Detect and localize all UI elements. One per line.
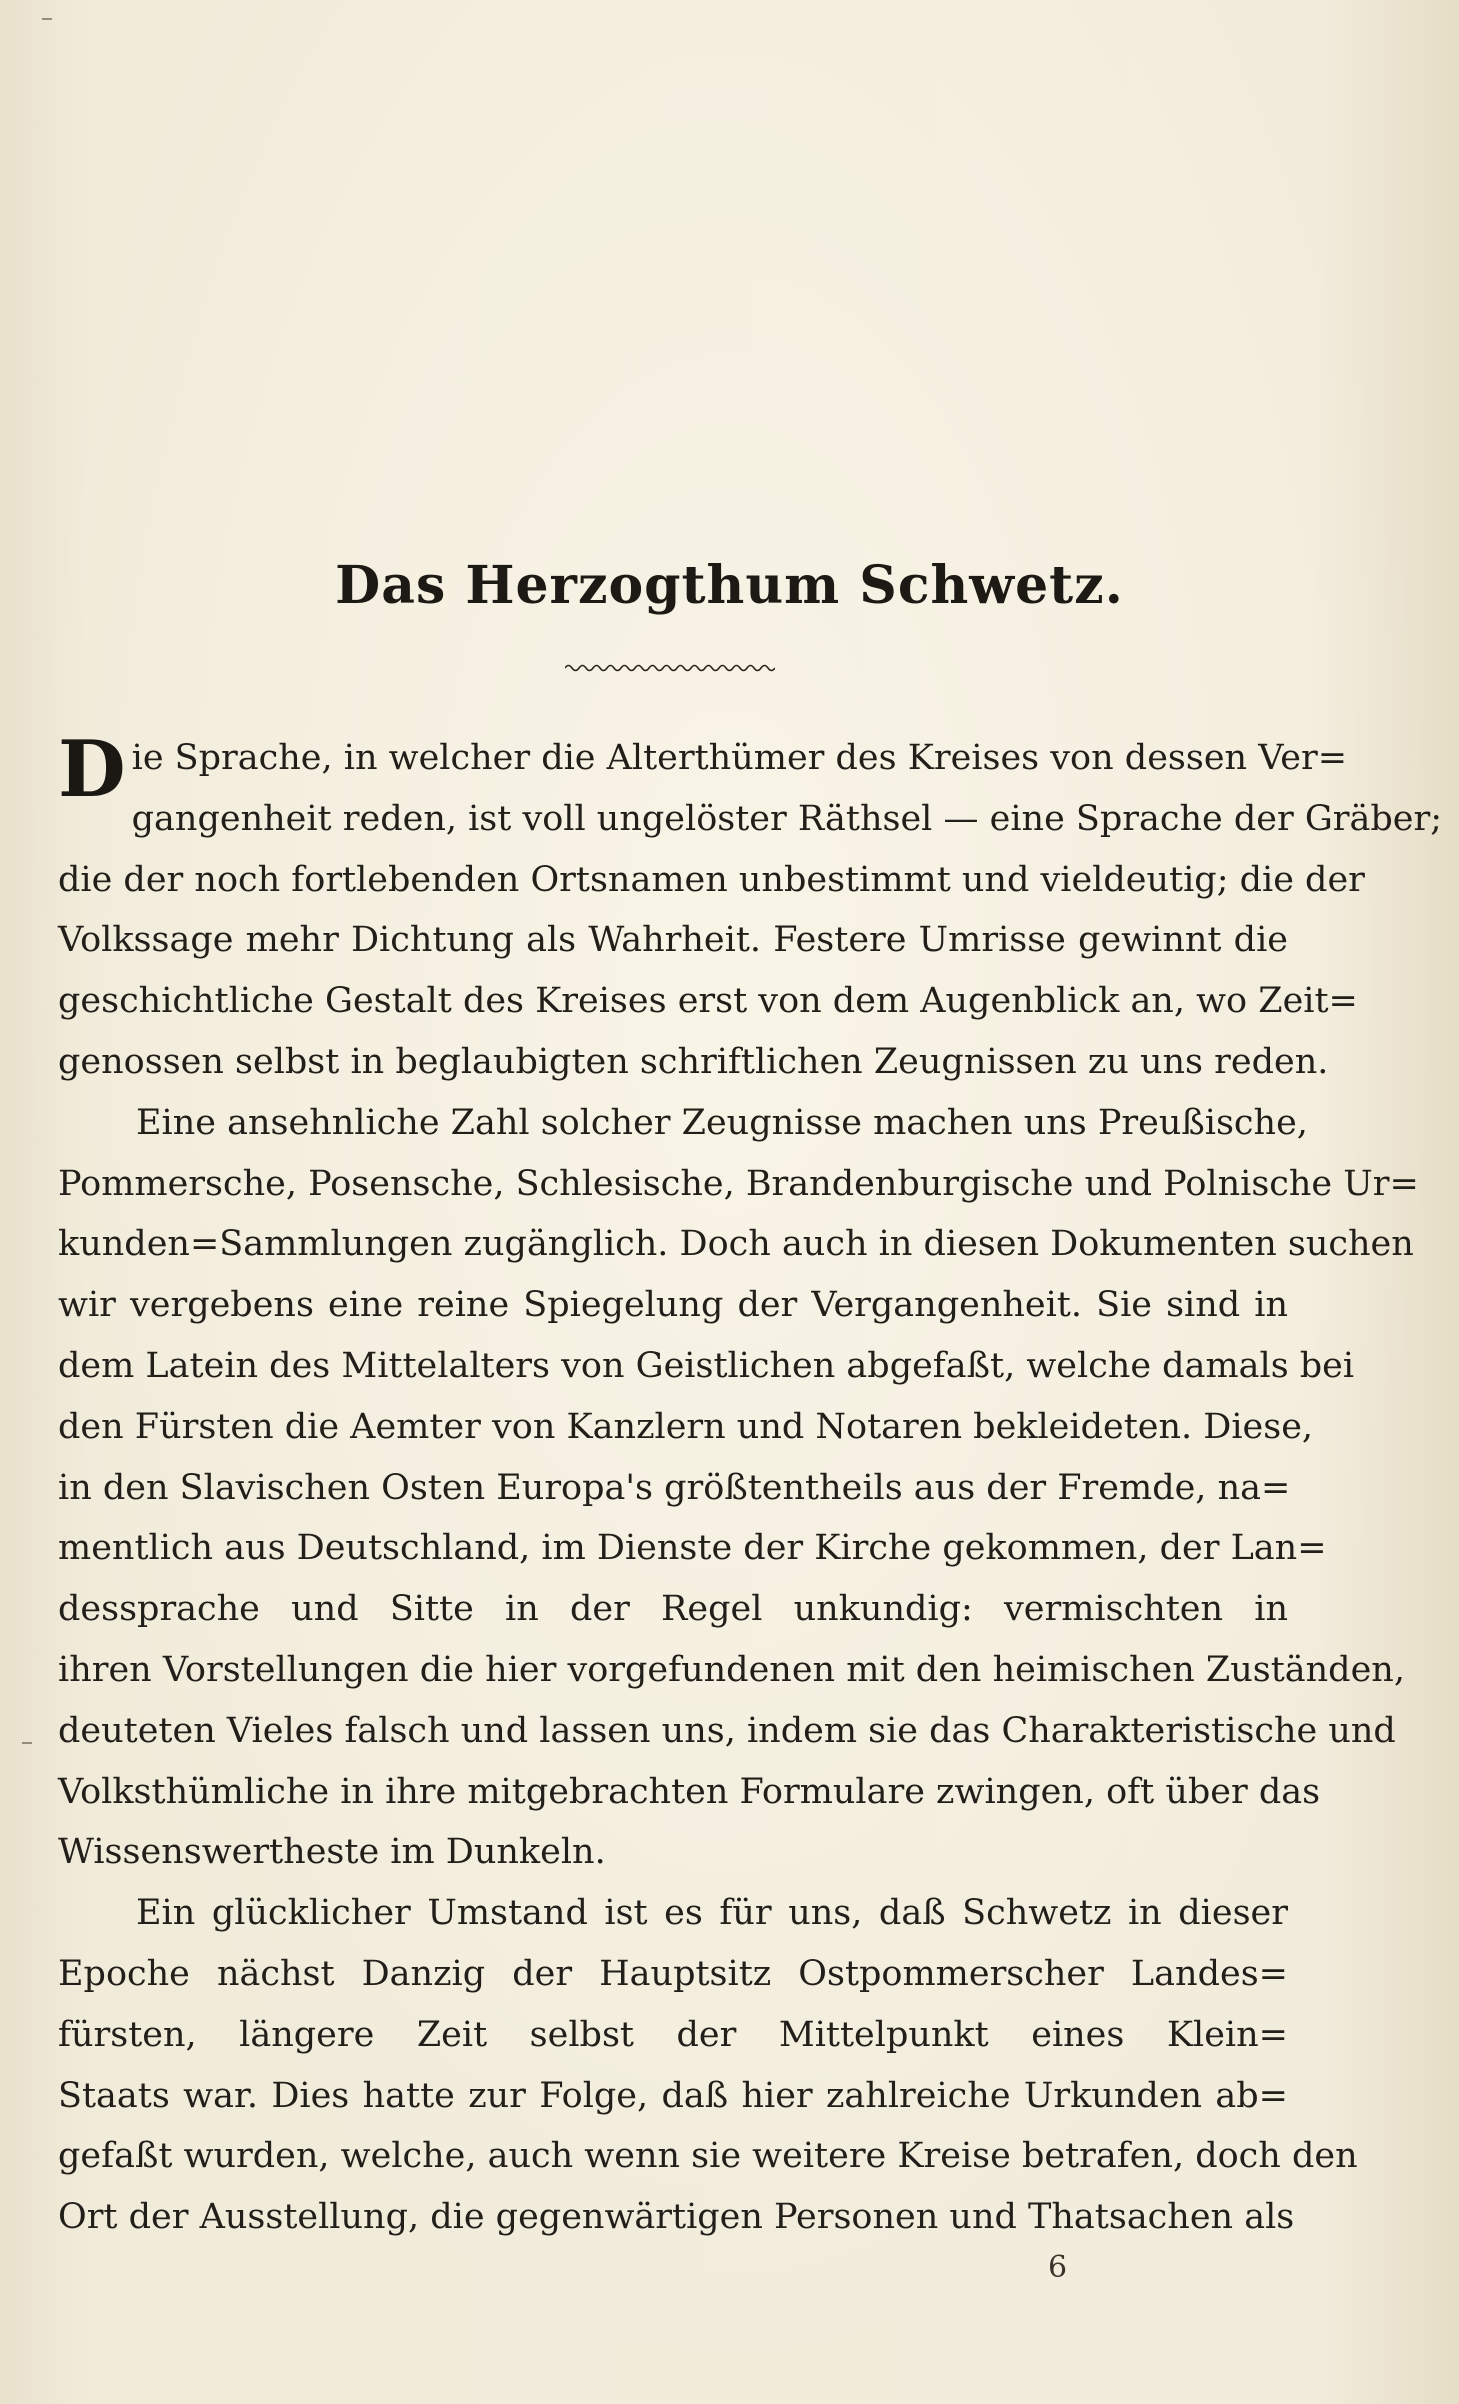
- text-line: Epoche nächst Danzig der Hauptsitz Ostpommerscher Landes=: [58, 1953, 1288, 1994]
- text-line: den Fürsten die Aemter von Kanzlern und Notaren bekleideten. Diese,: [58, 1406, 1314, 1447]
- text-line: wir vergebens eine reine Spiegelung der Vergangenheit. Sie sind in: [58, 1285, 1288, 1326]
- text-line: Staats war. Dies hatte zur Folge, daß hier zahlreiche Urkunden ab=: [58, 2075, 1288, 2116]
- text-line: ie Sprache, in welcher die Alterthümer des Kreises von dessen Ver=: [131, 738, 1348, 778]
- paragraph-2: [58, 1093, 1419, 1883]
- title-ornament-rule: [565, 662, 775, 674]
- text-line: Volksthümliche in ihre mitgebrachten Formulare zwingen, oft über das: [58, 1771, 1321, 1812]
- paper-mark: [42, 18, 52, 20]
- page-number: 6: [1048, 2250, 1068, 2285]
- paragraph-1: [58, 724, 1443, 1093]
- text-line: Eine ansehnliche Zahl solcher Zeugnisse machen uns Preußische,: [136, 1102, 1308, 1143]
- text-line: fürsten, längere Zeit selbst der Mittelpunkt eines Klein=: [58, 2014, 1288, 2055]
- body-text: [58, 724, 1443, 2248]
- text-line: gefaßt wurden, welche, auch wenn sie weitere Kreise betrafen, doch den: [58, 2136, 1358, 2177]
- text-line: Pommersche, Posensche, Schlesische, Brandenburgische und Polnische Ur=: [58, 1163, 1419, 1204]
- text-line: Volkssage mehr Dichtung als Wahrheit. Festere Umrisse gewinnt die: [58, 920, 1288, 961]
- text-line: genossen selbst in beglaubigten schriftlichen Zeugnissen zu uns reden.: [58, 1041, 1329, 1082]
- chapter-title: Das Herzogthum Schwetz.: [335, 555, 1124, 616]
- text-line: die der noch fortlebenden Ortsnamen unbestimmt und vieldeutig; die der: [58, 859, 1365, 900]
- text-line: Wissenswertheste im Dunkeln.: [58, 1832, 606, 1873]
- text-line: geschichtliche Gestalt des Kreises erst von dem Augenblick an, wo Zeit=: [58, 981, 1358, 1022]
- drop-cap: D: [58, 724, 126, 815]
- paragraph-3: [58, 1883, 1358, 2248]
- text-line: Ein glücklicher Umstand ist es für uns, daß Schwetz in dieser: [136, 1893, 1288, 1934]
- text-line: Ort der Ausstellung, die gegenwärtigen Personen und Thatsachen als: [58, 2197, 1295, 2238]
- text-line: mentlich aus Deutschland, im Dienste der Kirche gekommen, der Lan=: [58, 1528, 1327, 1569]
- text-line: dessprache und Sitte in der Regel unkundig: vermischten in: [58, 1589, 1288, 1630]
- text-line: deuteten Vieles falsch und lassen uns, indem sie das Charakteristische und: [58, 1710, 1396, 1751]
- text-line: ihren Vorstellungen die hier vorgefundenen mit den heimischen Zuständen,: [58, 1649, 1405, 1690]
- paper-mark: [22, 1742, 32, 1744]
- text-line: in den Slavischen Osten Europa's größtentheils aus der Fremde, na=: [58, 1467, 1291, 1508]
- text-line: gangenheit reden, ist voll ungelöster Räthsel — eine Sprache der Gräber;: [131, 798, 1443, 839]
- text-line: dem Latein des Mittelalters von Geistlichen abgefaßt, welche damals bei: [58, 1345, 1355, 1386]
- text-line: kunden=Sammlungen zugänglich. Doch auch in diesen Dokumenten suchen: [58, 1224, 1414, 1265]
